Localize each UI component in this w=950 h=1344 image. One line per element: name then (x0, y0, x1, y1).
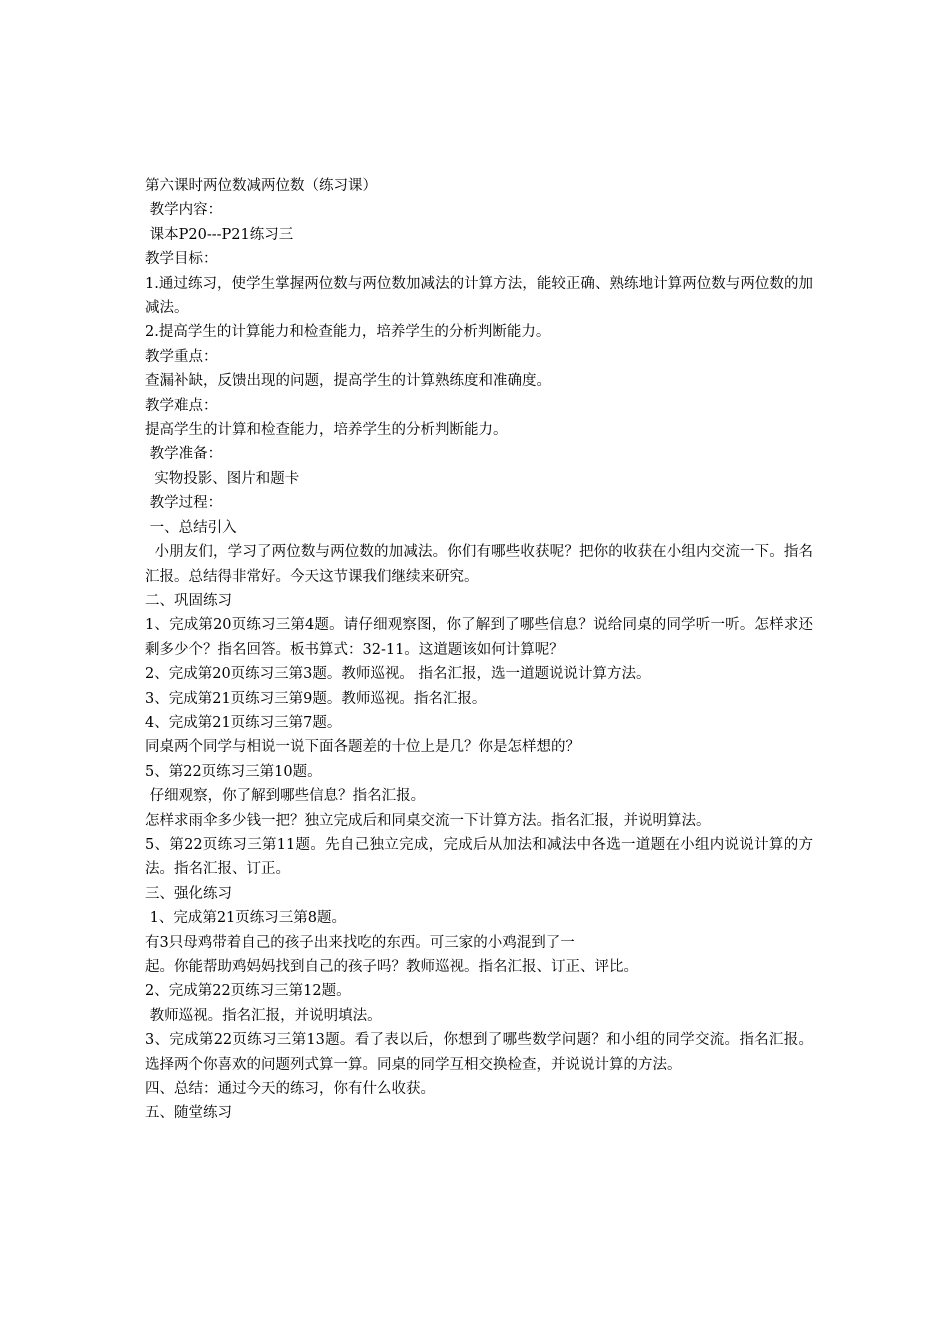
section-heading: 三、强化练习 (145, 885, 232, 902)
section-heading: 二、巩固练习 (145, 592, 232, 609)
text-line: 课本P20---P21练习三 (145, 226, 294, 243)
paragraph: 3、完成第22页练习三第13题。看了表以后，你想到了哪些数学问题？和小组的同学交流。指名汇报。选择两个你喜欢的问题列式算一算。同桌的同学互相交换检查，并说说计算的方法。 (145, 1032, 813, 1073)
section-heading: 教学难点： (145, 397, 218, 414)
text-line: 教师巡视。指名汇报，并说明填法。 (145, 1007, 382, 1024)
section-heading: 五、随堂练习 (145, 1105, 232, 1122)
paragraph: 5、第22页练习三第11题。先自己独立完成，完成后从加法和减法中各选一道题在小组内说说计算的方法。指名汇报、订正。 (145, 836, 813, 878)
text-line: 2、完成第20页练习三第3题。教师巡视。 指名汇报，选一道题说说计算方法。 (145, 666, 651, 683)
text-line: 起。你能帮助鸡妈妈找到自己的孩子吗？教师巡视。指名汇报、订正、评比。 (145, 959, 638, 975)
paragraph: 小朋友们，学习了两位数与两位数的加减法。你们有哪些收获呢？把你的收获在小组内交流一下。指名汇报。总结得非常好。今天这节课我们继续来研究。 (145, 544, 814, 585)
text-line: 3、完成第21页练习三第9题。教师巡视。指名汇报。 (145, 690, 487, 707)
document-body (145, 174, 813, 1126)
section-heading: 四、总结：通过今天的练习，你有什么收获。 (145, 1081, 435, 1098)
text-line: 1、完成第21页练习三第8题。 (145, 910, 347, 927)
text-line: 2.提高学生的计算能力和检查能力，培养学生的分析判断能力。 (145, 324, 551, 341)
section-heading: 教学内容： (145, 202, 223, 219)
section-heading: 教学目标： (145, 251, 218, 268)
text-line: 2、完成第22页练习三第12题。 (145, 983, 351, 1000)
text-line: 同桌两个同学与相说一说下面各题差的十位上是几？你是怎样想的？ (145, 739, 580, 756)
text-line: 提高学生的计算和检查能力，培养学生的分析判断能力。 (145, 422, 508, 439)
text-line: 查漏补缺，反馈出现的问题，提高学生的计算熟练度和准确度。 (145, 373, 551, 390)
paragraph: 1.通过练习，使学生掌握两位数与两位数加减法的计算方法，能较正确、熟练地计算两位数与两位数的加减法。 (145, 275, 813, 317)
section-heading: 教学过程： (145, 495, 223, 512)
text-line: 怎样求雨伞多少钱一把？独立完成后和同桌交流一下计算方法。指名汇报，并说明算法。 (145, 812, 711, 829)
section-heading: 教学准备： (145, 446, 223, 463)
section-heading: 教学重点： (145, 348, 218, 365)
text-line: 实物投影、图片和题卡 (145, 470, 300, 487)
text-line: 4、完成第21页练习三第7题。 (145, 714, 342, 731)
text-line: 有3只母鸡带着自己的孩子出来找吃的东西。可三家的小鸡混到了一 (145, 934, 575, 951)
text-line: 5、第22页练习三第10题。 (145, 763, 322, 780)
document-title: 第六课时两位数减两位数（练习课） (145, 178, 377, 194)
section-heading: 一、总结引入 (145, 519, 237, 536)
text-line: 仔细观察，你了解到哪些信息？指名汇报。 (145, 788, 426, 805)
paragraph: 1、完成第20页练习三第4题。请仔细观察图，你了解到了哪些信息？说给同桌的同学听一听。怎样求还剩多少个？指名回答。板书算式：32-11。这道题该如何计算呢？ (145, 617, 813, 658)
